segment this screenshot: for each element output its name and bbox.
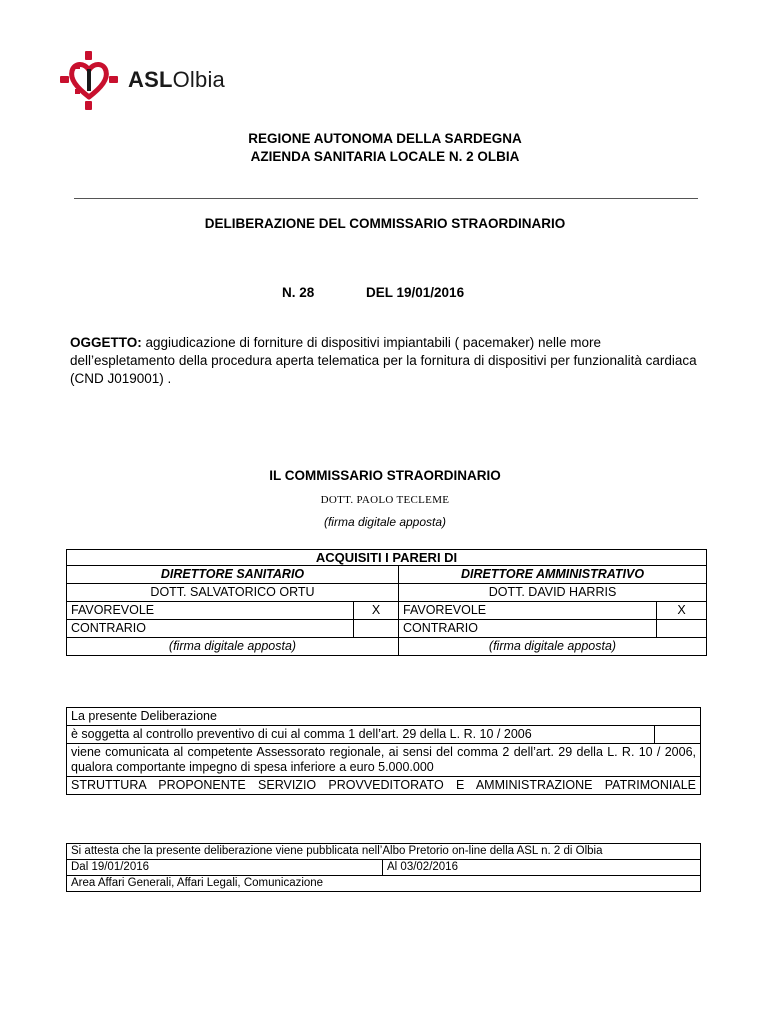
commissario-signature: (firma digitale apposta) [323,515,447,529]
asl-logo [58,48,225,112]
health-favorevole-mark: X [354,602,399,620]
admin-director-name: DOTT. DAVID HARRIS [399,584,707,602]
admin-contrario-mark [657,620,707,638]
brand-bold: ASL [128,67,173,92]
health-contrario-mark [354,620,399,638]
deliberation-date: DEL 19/01/2016 [366,285,465,300]
brand-light: Olbia [172,67,225,92]
admin-director-signature: (firma digitale apposta) [399,638,707,656]
region-heading: REGIONE AUTONOMA DELLA SARDEGNA [248,131,522,146]
health-director-role: DIRETTORE SANITARIO [67,566,399,584]
publication-to: Al 03/02/2016 [383,860,701,876]
admin-director-role: DIRETTORE AMMINISTRATIVO [399,566,707,584]
health-director-signature: (firma digitale apposta) [67,638,399,656]
divider [74,198,698,199]
commissario-name: DOTT. PAOLO TECLEME [320,494,450,506]
publication-attestation: Si attesta che la presente deliberazione viene pubblicata nell’Albo Pretorio on-line della ASL n. 2 di Olbia [67,844,701,860]
asl-heading: AZIENDA SANITARIA LOCALE N. 2 OLBIA [250,149,520,164]
subject-label: OGGETTO: [70,335,142,350]
opinions-title: ACQUISITI I PARERI DI [67,550,707,566]
opinions-table [66,549,707,656]
admin-contrario-label: CONTRARIO [399,620,657,638]
health-contrario-label: CONTRARIO [67,620,354,638]
asl-heart-cross-icon [58,49,120,111]
deliberation-intro: La presente Deliberazione [67,708,701,726]
subject-paragraph [70,334,698,388]
publication-from: Dal 19/01/2016 [67,860,383,876]
admin-favorevole-label: FAVOREVOLE [399,602,657,620]
publication-table [66,843,701,892]
preventive-control-text: è soggetta al controllo preventivo di cui al comma 1 dell’art. 29 della L. R. 10 / 2006 [67,726,655,744]
admin-favorevole-mark: X [657,602,707,620]
communication-text: viene comunicata al competente Assessorato regionale, ai sensi del comma 2 dell’art. 29 della L. R. 10 / 2006, qualora comportante impegno di spesa inferiore a euro 5.000.000 [67,744,701,777]
proposing-structure-text: STRUTTURA PROPONENTE SERVIZIO PROVVEDITORATO E AMMINISTRAZIONE PATRIMONIALE [71,778,696,792]
commissario-title: IL COMMISSARIO STRAORDINARIO [269,468,501,483]
health-director-name: DOTT. SALVATORICO ORTU [67,584,399,602]
publication-area: Area Affari Generali, Affari Legali, Comunicazione [67,876,701,892]
preventive-control-mark [655,726,701,744]
proposing-structure [67,777,701,795]
deliberation-status-table [66,707,701,795]
subject-text: aggiudicazione di forniture di dispositivi impiantabili ( pacemaker) nelle more dell’espletamento della procedura aperta telematica per la fornitura di dispositivi per funzionalità cardiaca (CND J019001) . [70,335,697,386]
document-title: DELIBERAZIONE DEL COMMISSARIO STRAORDINARIO [204,216,566,231]
brand-name [128,69,225,91]
health-favorevole-label: FAVOREVOLE [67,602,354,620]
deliberation-number: N. 28 [282,285,315,300]
